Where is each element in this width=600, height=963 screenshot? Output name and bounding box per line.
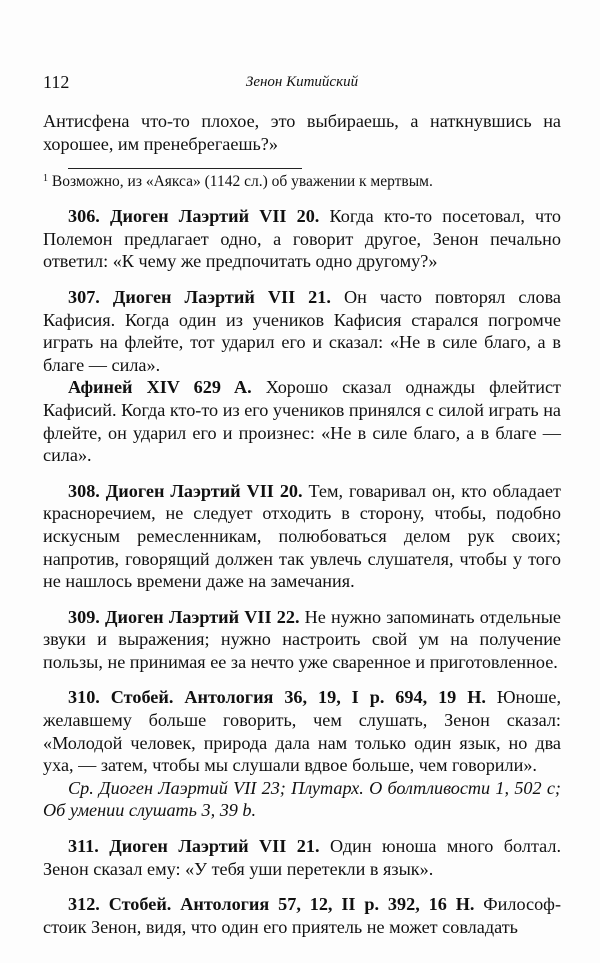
entry-source: 310. Стобей. Антология 36, 19, I p. 694, 19 H. <box>68 687 486 708</box>
entry-source: 308. Диоген Лаэртий VII 20. <box>68 480 303 501</box>
entry-text: Тем, говаривал он, кто обладает красноречием, не следует отходить в сторону, чтобы, подобно искусным ремесленникам, полюбоваться делом рук своих; напротив, говорящий должен так увлечь слушателя, чтобы у того не нашлось времени даже на замечания. <box>43 480 561 592</box>
entry-text: Когда кто-то посетовал, что Полемон предлагает одно, а говорит другое, Зенон печально ответил: «К чему же предпочитать одно другому?» <box>43 206 561 272</box>
continuation-text: Антисфена что-то плохое, это выбираешь, а наткнувшись на хорошее, им пренебрегаешь?» <box>43 111 561 154</box>
entry-text: Не нужно запоминать отдельные звуки и выражения; нужно настроить свой ум на получение пользы, не принимая ее за нечто уже сваренное и приготовленное. <box>43 606 561 672</box>
running-title: Зенон Китийский <box>245 74 359 90</box>
entry-text: Юноше, желавшему больше говорить, чем слушать, Зенон сказал: «Молодой человек, природа дала нам только один язык, но два уха, — затем, чтобы мы слушали вдвое больше, чем говорили». <box>43 687 561 776</box>
entry-306 <box>43 205 561 273</box>
entry-parallel-source: Афиней XIV 629 A. <box>68 377 252 398</box>
entry-parallel-text: Хорошо сказал однажды флейтист Кафисий. Когда кто-то из его учеников принялся с силой играть на флейте, он ударил его и произнес: «Не в силе благо, а в благе — сила». <box>43 377 561 466</box>
entry-311 <box>43 835 561 880</box>
entry-source: 311. Диоген Лаэртий VII 21. <box>68 836 320 857</box>
entry-source: 309. Диоген Лаэртий VII 22. <box>68 606 300 627</box>
running-head <box>43 72 561 94</box>
entry-text: Философ-стоик Зенон, видя, что один его приятель не может совладать <box>43 894 561 937</box>
entry-309 <box>43 606 561 674</box>
entry-308 <box>43 480 561 593</box>
entry-307 <box>43 286 561 467</box>
footnote-marker: 1 <box>43 173 48 185</box>
entry-text: Он часто повторял слова Кафисия. Когда один из учеников Кафисия старался погромче играть на флейте, тот ударил его и сказал: «Не в силе благо, а в благе — сила». <box>43 286 561 375</box>
entry-cross-reference: Ср. Диоген Лаэртий VII 23; Плутарх. О болтливости 1, 502 c; Об умении слушать 3, 39 b. <box>43 777 561 821</box>
entry-source: 307. Диоген Лаэртий VII 21. <box>68 286 331 307</box>
page-body <box>43 110 561 938</box>
footnote <box>43 169 561 192</box>
entry-source: 312. Стобей. Антология 57, 12, II p. 392, 16 H. <box>68 894 475 915</box>
entry-310 <box>43 686 561 822</box>
entry-text: Один юноша много болтал. Зенон сказал ему: «У тебя уши перетекли в язык». <box>43 836 561 879</box>
page-number: 112 <box>43 72 70 92</box>
entry-source: 306. Диоген Лаэртий VII 20. <box>68 206 320 227</box>
entry-312 <box>43 893 561 938</box>
footnote-text: Возможно, из «Аякса» (1142 сл.) об уважении к мертвым. <box>51 173 433 191</box>
